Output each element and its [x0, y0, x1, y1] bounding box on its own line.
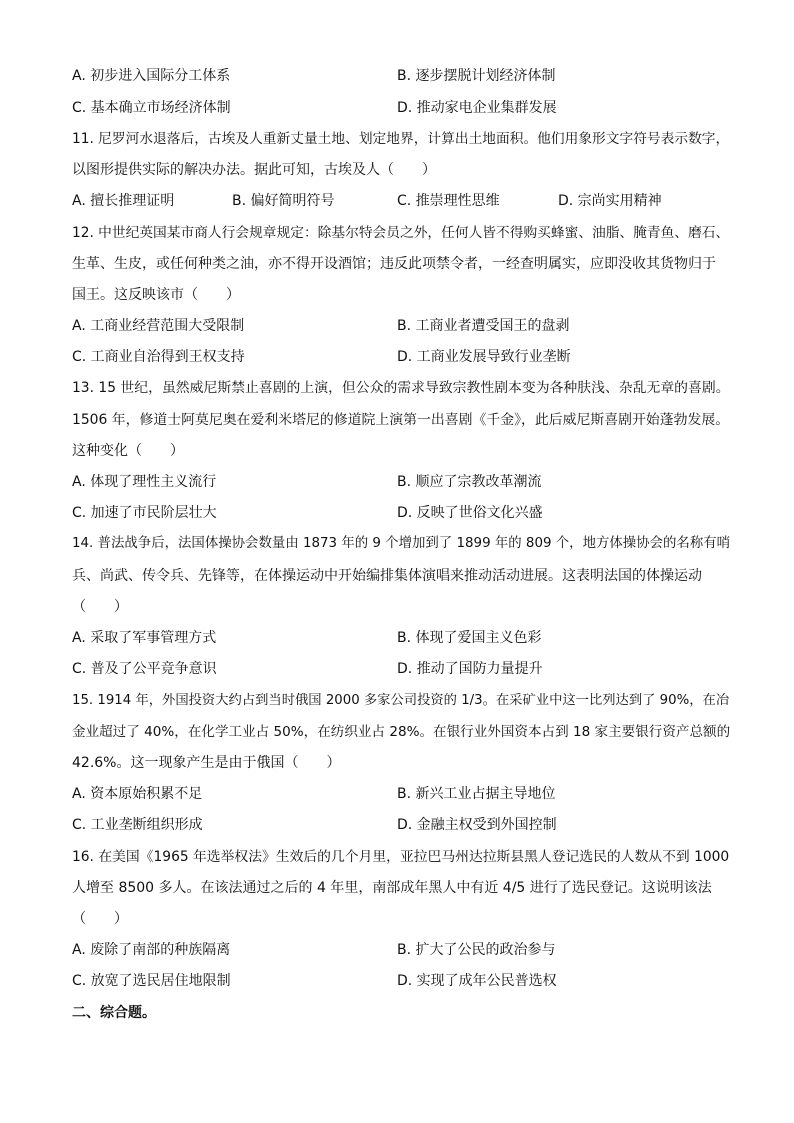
- q14-stem-line-2: 兵、尚武、传令兵、先锋等，在体操运动中开始编排集体演唱来推动活动进展。这表明法国的体操运动: [72, 568, 702, 584]
- q13-option-a: A. 体现了理性主义流行: [72, 474, 217, 490]
- q15-option-a: A. 资本原始积累不足: [72, 786, 203, 802]
- q11-stem-line-1: 11. 尼罗河水退落后，古埃及人重新丈量土地、划定地界，计算出土地面积。他们用象形文字符号表示数字，: [72, 131, 730, 147]
- q10-option-d: D. 推动家电企业集群发展: [397, 100, 557, 116]
- q15-option-b: B. 新兴工业占据主导地位: [397, 786, 556, 802]
- q10-option-c: C. 基本确立市场经济体制: [72, 100, 231, 116]
- q11-stem-line-2: 以图形提供实际的解决办法。据此可知，古埃及人（ ）: [72, 162, 436, 178]
- q13-stem-line-1: 13. 15 世纪，虽然威尼斯禁止喜剧的上演，但公众的需求导致宗教性剧本变为各种肤浅、杂乱无章的喜剧。: [72, 380, 730, 396]
- q15-stem-line-3: 42.6%。这一现象产生是由于俄国（ ）: [72, 755, 341, 771]
- q10-option-b: B. 逐步摆脱计划经济体制: [397, 68, 556, 84]
- q14-stem-line-3: （ ）: [72, 599, 128, 615]
- q11-option-a: A. 擅长推理证明: [72, 193, 175, 209]
- q13-option-d: D. 反映了世俗文化兴盛: [397, 505, 543, 521]
- q12-option-c: C. 工商业自治得到王权支持: [72, 349, 245, 365]
- q12-option-b: B. 工商业者遭受国王的盘剥: [397, 318, 570, 334]
- q15-stem-line-1: 15. 1914 年，外国投资大约占到当时俄国 2000 多家公司投资的 1/3。在采矿业中这一比列达到了 90%，在冶: [72, 693, 730, 708]
- q12-stem-line-2: 生革、生皮，或任何种类之油，亦不得开设酒馆；违反此项禁令者，一经查明属实，应即没收其货物归于: [72, 256, 716, 272]
- q12-stem-line-3: 国王。这反映该市（ ）: [72, 287, 240, 303]
- q12-stem-line-1: 12. 中世纪英国某市商人行会规章规定：除基尔特会员之外，任何人皆不得购买蜂蜜、油脂、腌青鱼、磨石、: [72, 225, 730, 241]
- q14-option-c: C. 普及了公平竞争意识: [72, 661, 217, 677]
- q16-option-c: C. 放宽了选民居住地限制: [72, 973, 231, 989]
- q15-option-d: D. 金融主权受到外国控制: [397, 817, 557, 833]
- q10-option-a: A. 初步进入国际分工体系: [72, 68, 231, 84]
- q11-option-c: C. 推崇理性思维: [397, 193, 500, 209]
- q16-stem-line-1: 16. 在美国《1965 年选举权法》生效后的几个月里，亚拉巴马州达拉斯县黑人登记选民的人数从不到 1000: [72, 849, 730, 865]
- q13-option-c: C. 加速了市民阶层壮大: [72, 505, 217, 521]
- q13-option-b: B. 顺应了宗教改革潮流: [397, 474, 542, 490]
- q12-option-d: D. 工商业发展导致行业垄断: [397, 349, 571, 365]
- q12-option-a: A. 工商业经营范围大受限制: [72, 318, 245, 334]
- q14-option-b: B. 体现了爱国主义色彩: [397, 630, 542, 646]
- q11-option-d: D. 宗尚实用精神: [558, 193, 662, 209]
- q14-option-a: A. 采取了军事管理方式: [72, 630, 217, 646]
- q13-stem-line-2: 1506 年，修道士阿莫尼奥在爱利米塔尼的修道院上演第一出喜剧《千金》，此后威尼斯喜剧开始蓬勃发展。: [72, 412, 730, 428]
- q14-stem-line-1: 14. 普法战争后，法国体操协会数量由 1873 年的 9 个增加到了 1899 年的 809 个，地方体操协会的名称有哨: [72, 536, 731, 551]
- q16-option-d: D. 实现了成年公民普选权: [397, 973, 557, 989]
- q15-stem-line-2: 金业超过了 40%，在化学工业占 50%，在纺织业占 28%。在银行业外国资本占到 18 家主要银行资产总额的: [72, 724, 731, 740]
- q16-stem-line-2: 人增至 8500 多人。在该法通过之后的 4 年里，南部成年黑人中有近 4/5 进行了选民登记。这说明该法: [72, 880, 712, 896]
- q15-option-c: C. 工业垄断组织形成: [72, 817, 203, 833]
- q16-option-b: B. 扩大了公民的政治参与: [397, 942, 556, 958]
- q13-stem-line-3: 这种变化（ ）: [72, 443, 184, 459]
- q16-stem-line-3: （ ）: [72, 911, 128, 927]
- section-heading: 二、综合题。: [72, 1005, 156, 1021]
- q16-option-a: A. 废除了南部的种族隔离: [72, 942, 231, 958]
- q11-option-b: B. 偏好简明符号: [232, 193, 335, 209]
- q14-option-d: D. 推动了国防力量提升: [397, 661, 543, 677]
